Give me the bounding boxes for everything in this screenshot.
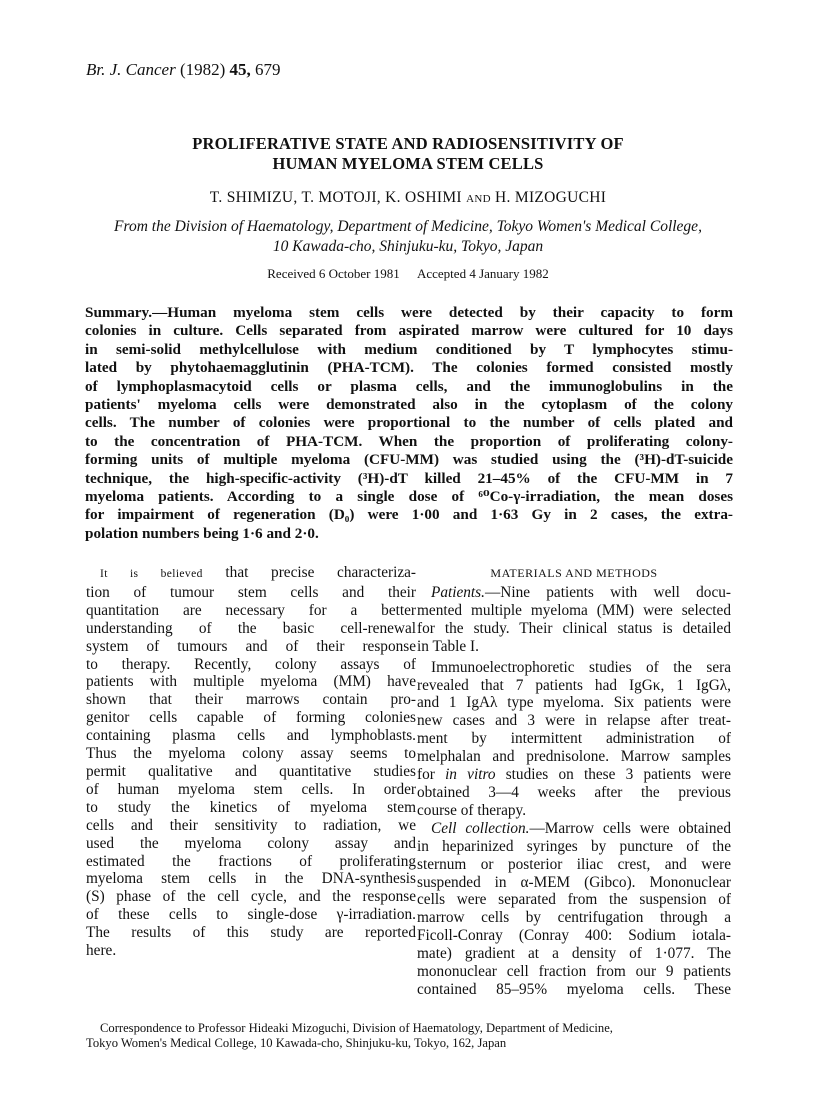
methods-line: mented multiple myeloma (MM) were selected <box>417 601 731 619</box>
summary-line: myeloma patients. According to a single dose of ⁶⁰Co-γ-irradiation, the mean doses <box>85 488 733 506</box>
methods-line: for the study. Their clinical status is detailed <box>417 619 731 637</box>
cell-collection-label: Cell collection. <box>431 819 530 837</box>
intro-line: cells and their sensitivity to radiation, we <box>86 816 416 834</box>
intro-line-text: that precise characteriza- <box>202 564 417 581</box>
summary-line: to the concentration of PHA-TCM. When the proportion of proliferating colony- <box>85 432 733 450</box>
correspondence-footnote <box>86 1021 732 1051</box>
intro-line: (S) phase of the cell cycle, and the response <box>86 888 416 906</box>
intro-line: understanding of the basic cell-renewal <box>86 619 416 637</box>
introduction-column <box>86 564 416 960</box>
summary-line: colonies in culture. Cells separated from aspirated marrow were cultured for 10 days <box>85 322 733 340</box>
methods-line: mate) gradient at a density of 1·077. The <box>417 945 731 963</box>
intro-line: to therapy. Recently, colony assays of <box>86 655 416 673</box>
section-heading: MATERIALS AND METHODS <box>490 566 658 580</box>
summary-line: for impairment of regeneration (D₀) were 1·00 and 1·63 Gy in 2 cases, the extra- <box>85 506 733 524</box>
summary-line: Summary.—Human myeloma stem cells were detected by their capacity to form <box>85 304 733 321</box>
received-date: Received 6 October 1981 <box>267 266 400 281</box>
methods-line-text: —Marrow cells were obtained <box>529 819 731 837</box>
affiliation-line: 10 Kawada-cho, Shinjuku-ku, Tokyo, Japan <box>272 238 544 255</box>
intro-line: containing plasma cells and lymphoblasts. <box>86 727 416 745</box>
article-dates <box>60 266 756 282</box>
journal-name: Br. J. Cancer <box>86 60 176 79</box>
methods-column <box>417 564 731 999</box>
methods-line: mononuclear cell fraction from our 9 patients <box>417 963 731 981</box>
patients-label: Patients. <box>431 584 485 601</box>
journal-year: (1982) <box>179 60 226 79</box>
methods-line <box>417 584 731 602</box>
methods-line: and 1 IgAλ type myeloma. Six patients were <box>417 694 731 712</box>
article-title <box>60 134 756 174</box>
footnote-line: Tokyo Women's Medical College, 10 Kawada-cho, Shinjuku-ku, Tokyo, 162, Japan <box>86 1036 507 1050</box>
summary-line: cells. The number of colonies were proportional to the number of cells plated and <box>85 414 733 432</box>
intro-line: genitor cells capable of forming colonies <box>86 709 416 727</box>
intro-line: patients with multiple myeloma (MM) have <box>86 673 416 691</box>
summary-line: technique, the high-specific-activity (³H)-dT killed 21–45% of the CFU-MM in 7 <box>85 469 733 487</box>
methods-line: new cases and 3 were in relapse after treat- <box>417 712 731 730</box>
summary-line: patients' myeloma cells were demonstrated also in the cytoplasm of the colony <box>85 396 733 414</box>
intro-line: shown that their marrows contain pro- <box>86 691 416 709</box>
methods-line: contained 85–95% myeloma cells. These <box>417 980 731 998</box>
methods-line: revealed that 7 patients had IgGκ, 1 IgGλ, <box>417 676 731 694</box>
author-list <box>60 189 756 207</box>
methods-line: course of therapy. <box>417 801 527 819</box>
authors-part1: T. SHIMIZU, T. MOTOJI, K. OSHIMI <box>209 189 462 206</box>
methods-line: melphalan and prednisolone. Marrow samples <box>417 748 731 766</box>
intro-line: permit qualitative and quantitative studies <box>86 762 416 780</box>
intro-line: of these cells to single-dose γ-irradiation. <box>86 906 416 924</box>
title-line: PROLIFERATIVE STATE AND RADIOSENSITIVITY OF <box>192 134 624 153</box>
intro-line: of human myeloma stem cells. In order <box>86 780 416 798</box>
methods-line: suspended in α-MEM (Gibco). Mononuclear <box>417 873 731 891</box>
methods-line: cells were separated from the suspension of <box>417 891 731 909</box>
methods-line: Ficoll-Conray (Conray 400: Sodium iotala- <box>417 927 731 945</box>
intro-line <box>86 564 416 584</box>
intro-line: estimated the fractions of proliferating <box>86 852 416 870</box>
summary-abstract <box>85 304 733 543</box>
summary-line: in semi-solid methylcellulose with medium conditioned by T lymphocytes stimu- <box>85 340 733 358</box>
intro-line: myeloma stem cells in the DNA-synthesis <box>86 870 416 888</box>
methods-line: in Table I. <box>417 637 479 655</box>
intro-line: The results of this study are reported <box>86 924 416 942</box>
summary-line: of lymphoplasmacytoid cells or plasma cells, and the immunoglobulins in the <box>85 377 733 395</box>
methods-line: Immunoelectrophoretic studies of the sera <box>431 658 731 676</box>
methods-line: obtained 3—4 weeks after the previous <box>417 783 731 801</box>
methods-line-text: —Nine patients with well docu- <box>484 584 731 601</box>
intro-line: used the myeloma colony assay and <box>86 834 416 852</box>
methods-line-text: studies on these 3 patients were <box>495 766 731 784</box>
intro-line: Thus the myeloma colony assay seems to <box>86 745 416 763</box>
summary-line: lated by phytohaemagglutinin (PHA-TCM). The colonies formed consisted mostly <box>85 359 733 377</box>
intro-line: quantitation are necessary for a better <box>86 601 416 619</box>
intro-opening-caps: It is believed <box>100 568 203 580</box>
methods-line: marrow cells by centrifugation through a <box>417 909 731 927</box>
authors-and: AND <box>466 193 491 205</box>
methods-line <box>417 820 731 838</box>
journal-citation <box>86 60 281 80</box>
methods-line: ment by intermittent administration of <box>417 730 731 748</box>
intro-line: to study the kinetics of myeloma stem <box>86 798 416 816</box>
methods-line: sternum or posterior iliac crest, and were <box>417 855 731 873</box>
in-vitro-term: in vitro <box>445 766 496 784</box>
intro-line: system of tumours and of their response <box>86 637 416 655</box>
footnote-line: Correspondence to Professor Hideaki Mizoguchi, Division of Haematology, Department of Medicine, <box>100 1021 613 1035</box>
affiliation <box>60 217 756 257</box>
summary-line: forming units of multiple myeloma (CFU-MM) was studied using the (³H)-dT-suicide <box>85 451 733 469</box>
methods-line-text: for <box>417 766 446 784</box>
authors-part2: H. MIZOGUCHI <box>495 189 607 206</box>
journal-volume: 45, <box>229 60 251 79</box>
affiliation-line: From the Division of Haematology, Department of Medicine, Tokyo Women's Medical College, <box>114 218 702 235</box>
title-line: HUMAN MYELOMA STEM CELLS <box>272 154 544 173</box>
summary-line: polation numbers being 1·6 and 2·0. <box>85 524 319 542</box>
journal-page: 679 <box>255 60 281 79</box>
intro-line: tion of tumour stem cells and their <box>86 583 416 601</box>
intro-line: here. <box>86 942 117 960</box>
methods-line: in heparinized syringes by puncture of the <box>417 837 731 855</box>
accepted-date: Accepted 4 January 1982 <box>416 266 549 281</box>
methods-line <box>417 766 731 784</box>
